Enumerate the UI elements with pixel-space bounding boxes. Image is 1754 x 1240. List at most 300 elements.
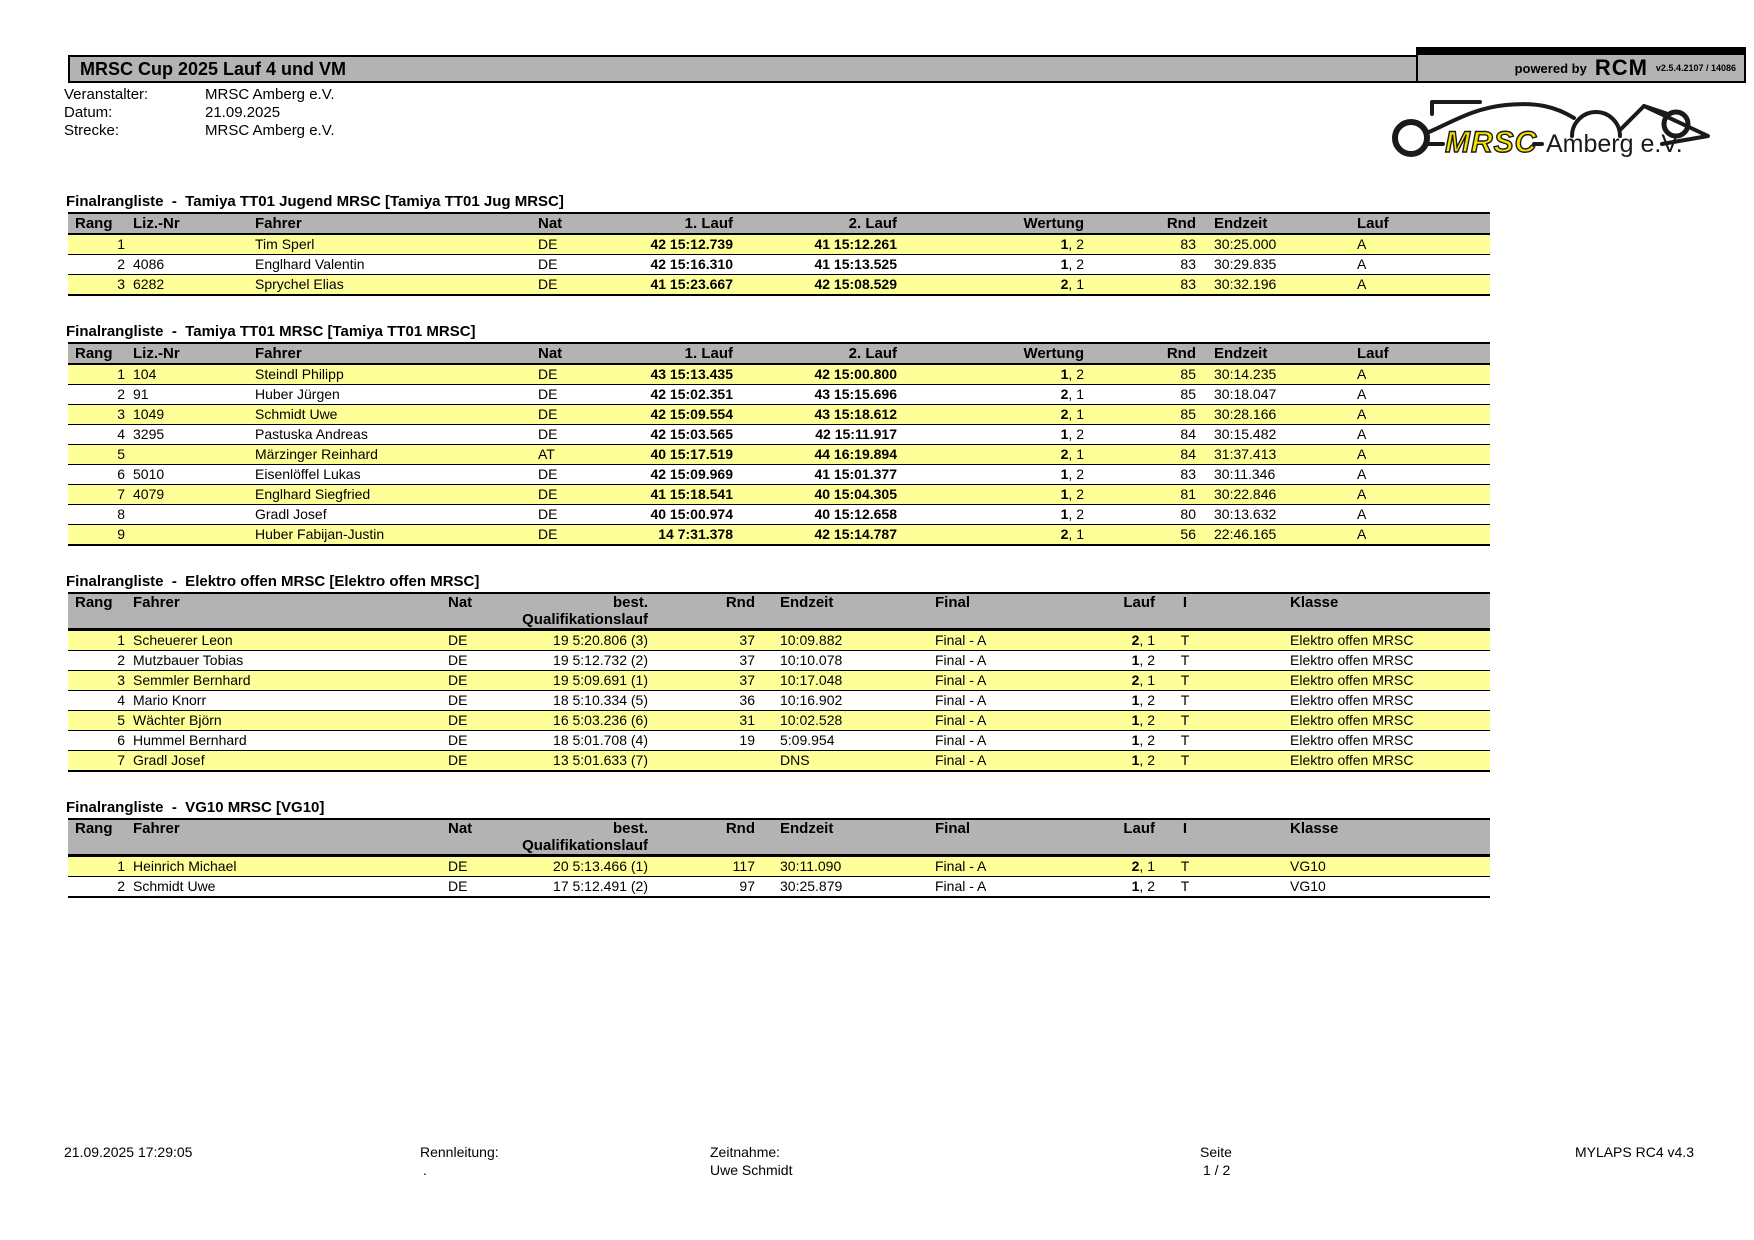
col-klasse: Klasse xyxy=(1210,819,1490,856)
cell-rang: 8 xyxy=(68,505,133,525)
results-table xyxy=(68,818,1490,898)
cell-fahrer: Englhard Valentin xyxy=(255,255,530,275)
cell-nat: DE xyxy=(530,275,590,296)
cell-nat: DE xyxy=(440,877,480,898)
cell-liz: 4079 xyxy=(133,485,255,505)
cell-endzeit: 30:18.047 xyxy=(1200,385,1345,405)
cell-lauf2: 42 15:14.787 xyxy=(737,525,901,546)
cell-rang: 1 xyxy=(68,234,133,255)
table-row xyxy=(68,405,1490,425)
footer-datetime: 21.09.2025 17:29:05 xyxy=(64,1144,193,1160)
cell-liz: 6282 xyxy=(133,275,255,296)
results-table xyxy=(68,342,1490,546)
cell-quali: 16 5:03.236 (6) xyxy=(480,711,652,731)
cell-lauf2: 44 16:19.894 xyxy=(737,445,901,465)
cell-liz xyxy=(133,505,255,525)
cell-liz: 4086 xyxy=(133,255,255,275)
cell-lauf2: 40 15:04.305 xyxy=(737,485,901,505)
cell-i: T xyxy=(1160,751,1210,772)
cell-liz: 104 xyxy=(133,364,255,385)
cell-nat: DE xyxy=(530,425,590,445)
cell-wertung: 1, 2 xyxy=(901,465,1088,485)
cell-quali: 18 5:10.334 (5) xyxy=(480,691,652,711)
cell-quali: 19 5:20.806 (3) xyxy=(480,630,652,651)
cell-lauf: A xyxy=(1345,275,1490,296)
rcm-brand: RCM xyxy=(1594,55,1648,80)
table-row xyxy=(68,751,1490,772)
cell-rang: 6 xyxy=(68,465,133,485)
cell-liz: 1049 xyxy=(133,405,255,425)
cell-lauf1: 42 15:03.565 xyxy=(590,425,737,445)
cell-nat: DE xyxy=(440,691,480,711)
col-nat: Nat xyxy=(440,819,480,856)
rcm-version: v2.5.4.2107 / 14086 xyxy=(1655,63,1736,73)
info-row xyxy=(64,86,335,104)
powered-by-rcm-badge xyxy=(1416,47,1746,83)
cell-rang: 7 xyxy=(68,485,133,505)
cell-lauf1: 42 15:09.554 xyxy=(590,405,737,425)
cell-nat: DE xyxy=(530,465,590,485)
col-rang: Rang xyxy=(68,593,133,630)
table-row xyxy=(68,234,1490,255)
info-value: 21.09.2025 xyxy=(205,104,281,121)
cell-quali: 19 5:09.691 (1) xyxy=(480,671,652,691)
cell-rnd xyxy=(652,751,764,772)
col-rnd: Rnd xyxy=(1088,213,1200,234)
cell-endzeit: 30:25.879 xyxy=(764,877,920,898)
cell-nat: DE xyxy=(530,364,590,385)
info-label: Datum: xyxy=(64,104,113,121)
footer-rennleitung-value: . xyxy=(423,1162,427,1178)
cell-fahrer: Pastuska Andreas xyxy=(255,425,530,445)
cell-endzeit: 30:28.166 xyxy=(1200,405,1345,425)
col-endzeit: Endzeit xyxy=(1200,343,1345,364)
cell-wertung: 1, 2 xyxy=(901,505,1088,525)
logo-club-text: Amberg e.V. xyxy=(1546,130,1683,158)
cell-rnd: 85 xyxy=(1088,385,1200,405)
col-endzeit: Endzeit xyxy=(764,593,920,630)
table-row xyxy=(68,275,1490,296)
cell-rnd: 83 xyxy=(1088,465,1200,485)
cell-lauf: A xyxy=(1345,425,1490,445)
cell-lauf2: 43 15:18.612 xyxy=(737,405,901,425)
cell-lauf1: 41 15:18.541 xyxy=(590,485,737,505)
footer-software: MYLAPS RC4 v4.3 xyxy=(1574,1144,1694,1160)
table-row xyxy=(68,485,1490,505)
col-final: Final xyxy=(920,819,1115,856)
cell-endzeit: 30:25.000 xyxy=(1200,234,1345,255)
table-header-row xyxy=(68,819,1490,856)
section-title: Finalrangliste - Tamiya TT01 MRSC [Tamiya TT01 MRSC] xyxy=(66,323,476,340)
cell-lauf: A xyxy=(1345,445,1490,465)
table-row xyxy=(68,385,1490,405)
table-row xyxy=(68,255,1490,275)
cell-rnd: 19 xyxy=(652,731,764,751)
cell-rang: 2 xyxy=(68,385,133,405)
cell-wertung: 1, 2 xyxy=(901,485,1088,505)
logo-mrsc-text: MRSC xyxy=(1445,126,1538,159)
col-fahrer: Fahrer xyxy=(133,593,440,630)
cell-wertung: 2, 1 xyxy=(901,525,1088,546)
results-section xyxy=(66,193,1492,296)
cell-wertung: 1, 2 xyxy=(901,364,1088,385)
cell-lauf2: 40 15:12.658 xyxy=(737,505,901,525)
cell-lauf: 1, 2 xyxy=(1115,651,1160,671)
cell-rnd: 37 xyxy=(652,671,764,691)
col-nat: Nat xyxy=(440,593,480,630)
col-best-qualifikationslauf: best. Qualifikationslauf xyxy=(480,593,652,630)
cell-lauf2: 42 15:00.800 xyxy=(737,364,901,385)
cell-rnd: 84 xyxy=(1088,425,1200,445)
cell-endzeit: 22:46.165 xyxy=(1200,525,1345,546)
cell-lauf1: 42 15:02.351 xyxy=(590,385,737,405)
cell-rnd: 85 xyxy=(1088,405,1200,425)
cell-final: Final - A xyxy=(920,731,1115,751)
table-row xyxy=(68,425,1490,445)
cell-final: Final - A xyxy=(920,877,1115,898)
cell-wertung: 2, 1 xyxy=(901,385,1088,405)
cell-klasse: Elektro offen MRSC xyxy=(1210,691,1490,711)
col-endzeit: Endzeit xyxy=(764,819,920,856)
cell-endzeit: 30:11.346 xyxy=(1200,465,1345,485)
cell-lauf: 1, 2 xyxy=(1115,691,1160,711)
cell-liz xyxy=(133,234,255,255)
cell-rang: 9 xyxy=(68,525,133,546)
cell-rnd: 83 xyxy=(1088,234,1200,255)
cell-nat: DE xyxy=(440,671,480,691)
cell-lauf: A xyxy=(1345,255,1490,275)
cell-quali: 19 5:12.732 (2) xyxy=(480,651,652,671)
cell-nat: DE xyxy=(530,385,590,405)
cell-lauf2: 43 15:15.696 xyxy=(737,385,901,405)
cell-endzeit: 30:22.846 xyxy=(1200,485,1345,505)
cell-lauf2: 41 15:12.261 xyxy=(737,234,901,255)
cell-quali: 18 5:01.708 (4) xyxy=(480,731,652,751)
cell-fahrer: Schmidt Uwe xyxy=(255,405,530,425)
table-header-row xyxy=(68,213,1490,234)
col-lauf1: 1. Lauf xyxy=(590,343,737,364)
col-fahrer: Fahrer xyxy=(133,819,440,856)
table-row xyxy=(68,731,1490,751)
cell-endzeit: 30:13.632 xyxy=(1200,505,1345,525)
cell-liz: 91 xyxy=(133,385,255,405)
cell-lauf1: 40 15:17.519 xyxy=(590,445,737,465)
cell-wertung: 1, 2 xyxy=(901,234,1088,255)
table-row xyxy=(68,877,1490,898)
col-wertung: Wertung xyxy=(901,343,1088,364)
table-row xyxy=(68,505,1490,525)
col-lauf: Lauf xyxy=(1345,213,1490,234)
info-value: MRSC Amberg e.V. xyxy=(205,86,335,103)
col-final: Final xyxy=(920,593,1115,630)
cell-rnd: 83 xyxy=(1088,275,1200,296)
cell-lauf1: 14 7:31.378 xyxy=(590,525,737,546)
cell-rang: 3 xyxy=(68,405,133,425)
col-rang: Rang xyxy=(68,343,133,364)
cell-i: T xyxy=(1160,630,1210,651)
cell-i: T xyxy=(1160,856,1210,877)
cell-rang: 4 xyxy=(68,691,133,711)
cell-endzeit: 30:11.090 xyxy=(764,856,920,877)
cell-nat: DE xyxy=(530,525,590,546)
cell-lauf: A xyxy=(1345,385,1490,405)
cell-lauf: A xyxy=(1345,525,1490,546)
cell-final: Final - A xyxy=(920,671,1115,691)
table-row xyxy=(68,630,1490,651)
footer-seite-label: Seite xyxy=(1200,1144,1232,1160)
cell-nat: DE xyxy=(440,751,480,772)
cell-fahrer: Huber Fabijan-Justin xyxy=(255,525,530,546)
cell-lauf: A xyxy=(1345,505,1490,525)
cell-wertung: 2, 1 xyxy=(901,275,1088,296)
report-title-bar xyxy=(68,55,1746,83)
cell-klasse: VG10 xyxy=(1210,877,1490,898)
cell-lauf2: 42 15:08.529 xyxy=(737,275,901,296)
cell-nat: DE xyxy=(440,651,480,671)
cell-endzeit: 31:37.413 xyxy=(1200,445,1345,465)
cell-fahrer: Hummel Bernhard xyxy=(133,731,440,751)
cell-rnd: 37 xyxy=(652,651,764,671)
cell-lauf1: 42 15:12.739 xyxy=(590,234,737,255)
cell-lauf: A xyxy=(1345,485,1490,505)
cell-wertung: 2, 1 xyxy=(901,445,1088,465)
cell-klasse: VG10 xyxy=(1210,856,1490,877)
footer-zeitnahme-label: Zeitnahme: xyxy=(710,1144,781,1160)
cell-liz: 5010 xyxy=(133,465,255,485)
info-row xyxy=(64,104,335,122)
cell-klasse: Elektro offen MRSC xyxy=(1210,711,1490,731)
col-liz-nr: Liz.-Nr xyxy=(133,213,255,234)
cell-lauf: 1, 2 xyxy=(1115,731,1160,751)
cell-i: T xyxy=(1160,651,1210,671)
col-i: I xyxy=(1160,593,1210,630)
table-row xyxy=(68,651,1490,671)
cell-endzeit: 10:10.078 xyxy=(764,651,920,671)
cell-rang: 5 xyxy=(68,711,133,731)
section-title: Finalrangliste - VG10 MRSC [VG10] xyxy=(66,799,325,816)
cell-nat: AT xyxy=(530,445,590,465)
cell-lauf1: 42 15:16.310 xyxy=(590,255,737,275)
col-lauf1: 1. Lauf xyxy=(590,213,737,234)
cell-rnd: 56 xyxy=(1088,525,1200,546)
cell-rnd: 80 xyxy=(1088,505,1200,525)
cell-endzeit: 5:09.954 xyxy=(764,731,920,751)
cell-rang: 4 xyxy=(68,425,133,445)
cell-quali: 13 5:01.633 (7) xyxy=(480,751,652,772)
cell-endzeit: 10:09.882 xyxy=(764,630,920,651)
table-row xyxy=(68,691,1490,711)
cell-lauf1: 41 15:23.667 xyxy=(590,275,737,296)
cell-quali: 17 5:12.491 (2) xyxy=(480,877,652,898)
cell-final: Final - A xyxy=(920,691,1115,711)
cell-rnd: 36 xyxy=(652,691,764,711)
cell-lauf: 1, 2 xyxy=(1115,711,1160,731)
cell-fahrer: Mario Knorr xyxy=(133,691,440,711)
cell-fahrer: Heinrich Michael xyxy=(133,856,440,877)
cell-lauf: A xyxy=(1345,465,1490,485)
cell-final: Final - A xyxy=(920,856,1115,877)
col-rnd: Rnd xyxy=(652,593,764,630)
cell-klasse: Elektro offen MRSC xyxy=(1210,751,1490,772)
cell-lauf: 1, 2 xyxy=(1115,877,1160,898)
cell-liz xyxy=(133,445,255,465)
footer-zeitnahme-value: Uwe Schmidt xyxy=(710,1162,793,1178)
col-lauf: Lauf xyxy=(1115,593,1160,630)
cell-lauf: 2, 1 xyxy=(1115,671,1160,691)
results-table xyxy=(68,212,1490,296)
cell-endzeit: 30:29.835 xyxy=(1200,255,1345,275)
info-value: MRSC Amberg e.V. xyxy=(205,122,335,139)
cell-rang: 6 xyxy=(68,731,133,751)
col-rang: Rang xyxy=(68,213,133,234)
col-lauf: Lauf xyxy=(1115,819,1160,856)
report-footer xyxy=(64,1144,1694,1184)
results-section xyxy=(66,799,1492,898)
cell-endzeit: 10:16.902 xyxy=(764,691,920,711)
results-table xyxy=(68,592,1490,772)
cell-rnd: 83 xyxy=(1088,255,1200,275)
cell-i: T xyxy=(1160,691,1210,711)
col-wertung: Wertung xyxy=(901,213,1088,234)
cell-lauf: 2, 1 xyxy=(1115,630,1160,651)
cell-rang: 1 xyxy=(68,856,133,877)
cell-nat: DE xyxy=(440,731,480,751)
cell-nat: DE xyxy=(530,255,590,275)
cell-rang: 1 xyxy=(68,364,133,385)
cell-lauf2: 41 15:01.377 xyxy=(737,465,901,485)
results-section xyxy=(66,323,1492,546)
info-row xyxy=(64,122,335,140)
results-section xyxy=(66,573,1492,772)
col-rang: Rang xyxy=(68,819,133,856)
col-lauf2: 2. Lauf xyxy=(737,213,901,234)
col-fahrer: Fahrer xyxy=(255,213,530,234)
table-row xyxy=(68,856,1490,877)
cell-fahrer: Gradl Josef xyxy=(255,505,530,525)
cell-fahrer: Eisenlöffel Lukas xyxy=(255,465,530,485)
cell-klasse: Elektro offen MRSC xyxy=(1210,651,1490,671)
mrsc-amberg-logo xyxy=(1386,92,1716,162)
table-row xyxy=(68,711,1490,731)
cell-nat: DE xyxy=(440,856,480,877)
cell-rang: 3 xyxy=(68,275,133,296)
cell-nat: DE xyxy=(530,234,590,255)
cell-klasse: Elektro offen MRSC xyxy=(1210,630,1490,651)
cell-endzeit: 10:02.528 xyxy=(764,711,920,731)
table-header-row xyxy=(68,593,1490,630)
cell-lauf2: 41 15:13.525 xyxy=(737,255,901,275)
cell-lauf1: 43 15:13.435 xyxy=(590,364,737,385)
cell-quali: 20 5:13.466 (1) xyxy=(480,856,652,877)
cell-fahrer: Märzinger Reinhard xyxy=(255,445,530,465)
cell-rang: 2 xyxy=(68,877,133,898)
cell-lauf1: 42 15:09.969 xyxy=(590,465,737,485)
col-nat: Nat xyxy=(530,213,590,234)
cell-lauf: 1, 2 xyxy=(1115,751,1160,772)
table-header-row xyxy=(68,343,1490,364)
cell-lauf: A xyxy=(1345,234,1490,255)
cell-fahrer: Englhard Siegfried xyxy=(255,485,530,505)
cell-klasse: Elektro offen MRSC xyxy=(1210,731,1490,751)
cell-lauf: A xyxy=(1345,405,1490,425)
col-i: I xyxy=(1160,819,1210,856)
cell-lauf: 2, 1 xyxy=(1115,856,1160,877)
cell-fahrer: Steindl Philipp xyxy=(255,364,530,385)
cell-liz xyxy=(133,525,255,546)
cell-nat: DE xyxy=(440,630,480,651)
cell-fahrer: Wächter Björn xyxy=(133,711,440,731)
cell-rnd: 81 xyxy=(1088,485,1200,505)
cell-wertung: 1, 2 xyxy=(901,425,1088,445)
cell-klasse: Elektro offen MRSC xyxy=(1210,671,1490,691)
cell-i: T xyxy=(1160,877,1210,898)
footer-rennleitung-label: Rennleitung: xyxy=(420,1144,499,1160)
cell-fahrer: Tim Sperl xyxy=(255,234,530,255)
col-best-qualifikationslauf: best. Qualifikationslauf xyxy=(480,819,652,856)
cell-final: Final - A xyxy=(920,630,1115,651)
cell-nat: DE xyxy=(530,485,590,505)
cell-fahrer: Gradl Josef xyxy=(133,751,440,772)
cell-final: Final - A xyxy=(920,651,1115,671)
cell-rang: 2 xyxy=(68,255,133,275)
cell-nat: DE xyxy=(530,405,590,425)
cell-rnd: 117 xyxy=(652,856,764,877)
info-label: Strecke: xyxy=(64,122,120,139)
cell-fahrer: Huber Jürgen xyxy=(255,385,530,405)
cell-fahrer: Scheuerer Leon xyxy=(133,630,440,651)
cell-lauf1: 40 15:00.974 xyxy=(590,505,737,525)
cell-i: T xyxy=(1160,731,1210,751)
cell-fahrer: Semmler Bernhard xyxy=(133,671,440,691)
powered-by-label: powered by xyxy=(1514,60,1587,76)
footer-seite-value: 1 / 2 xyxy=(1203,1162,1231,1178)
cell-lauf: A xyxy=(1345,364,1490,385)
col-endzeit: Endzeit xyxy=(1200,213,1345,234)
cell-fahrer: Mutzbauer Tobias xyxy=(133,651,440,671)
cell-rang: 7 xyxy=(68,751,133,772)
cell-rang: 3 xyxy=(68,671,133,691)
table-row xyxy=(68,445,1490,465)
cell-rnd: 85 xyxy=(1088,364,1200,385)
cell-rang: 1 xyxy=(68,630,133,651)
cell-endzeit: 30:32.196 xyxy=(1200,275,1345,296)
cell-endzeit: DNS xyxy=(764,751,920,772)
col-rnd: Rnd xyxy=(1088,343,1200,364)
results-area xyxy=(66,193,1492,925)
cell-fahrer: Schmidt Uwe xyxy=(133,877,440,898)
cell-nat: DE xyxy=(530,505,590,525)
col-klasse: Klasse xyxy=(1210,593,1490,630)
col-fahrer: Fahrer xyxy=(255,343,530,364)
cell-fahrer: Sprychel Elias xyxy=(255,275,530,296)
col-nat: Nat xyxy=(530,343,590,364)
table-row xyxy=(68,465,1490,485)
cell-rnd: 97 xyxy=(652,877,764,898)
cell-wertung: 1, 2 xyxy=(901,255,1088,275)
col-rnd: Rnd xyxy=(652,819,764,856)
table-row xyxy=(68,671,1490,691)
cell-endzeit: 30:15.482 xyxy=(1200,425,1345,445)
info-label: Veranstalter: xyxy=(64,86,149,103)
report-title: MRSC Cup 2025 Lauf 4 und VM xyxy=(80,59,347,79)
cell-i: T xyxy=(1160,671,1210,691)
race-car-outline-icon xyxy=(1386,92,1716,162)
table-row xyxy=(68,525,1490,546)
cell-final: Final - A xyxy=(920,711,1115,731)
cell-wertung: 2, 1 xyxy=(901,405,1088,425)
cell-nat: DE xyxy=(440,711,480,731)
cell-lauf2: 42 15:11.917 xyxy=(737,425,901,445)
